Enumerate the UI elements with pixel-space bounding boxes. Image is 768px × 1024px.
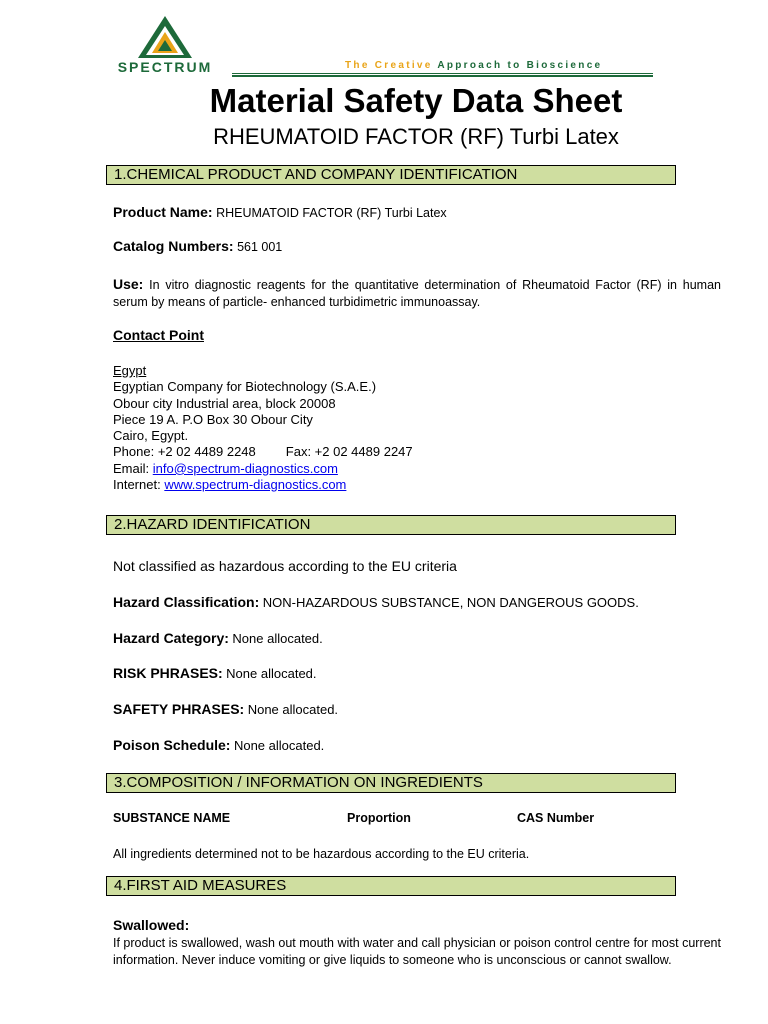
section-4-header: 4.FIRST AID MEASURES [106, 876, 676, 896]
safety-phrases-label: SAFETY PHRASES: [113, 701, 245, 717]
contact-internet-line [113, 477, 721, 493]
product-name-value: RHEUMATOID FACTOR (RF) Turbi Latex [216, 206, 447, 220]
use-value: In vitro diagnostic reagents for the quantitative determination of Rheumatoid Factor (RF) in human serum by means of particle- enhanced turbidimetric immunoassay. [113, 278, 721, 309]
contact-heading: Contact Point [113, 327, 204, 343]
tagline-part1: The Creative [345, 60, 433, 71]
risk-phrases-label: RISK PHRASES: [113, 665, 223, 681]
tagline [345, 60, 602, 71]
catalog-line [113, 238, 721, 256]
use-label: Use: [113, 276, 144, 292]
col-cas-number: CAS Number [517, 811, 595, 825]
product-name-line [113, 204, 721, 222]
contact-phone-fax [113, 444, 721, 460]
contact-country: Egypt [113, 363, 147, 378]
poison-schedule-value: None allocated. [233, 738, 325, 753]
col-proportion: Proportion [347, 811, 411, 825]
document-title: Material Safety Data Sheet [209, 82, 623, 119]
hazard-classification-line [113, 594, 721, 612]
hazard-category-value: None allocated. [232, 631, 323, 646]
safety-phrases-value: None allocated. [247, 702, 339, 717]
hazard-category-label: Hazard Category: [113, 630, 229, 646]
hazard-classification-label: Hazard Classification: [113, 594, 260, 610]
hazard-classification-value: NON-HAZARDOUS SUBSTANCE, NON DANGEROUS GOODS. [262, 595, 639, 610]
website-link[interactable]: www.spectrum-diagnostics.com [164, 477, 347, 493]
poison-schedule-label: Poison Schedule: [113, 737, 231, 753]
hazard-category-line [113, 630, 721, 648]
section-1-header: 1.CHEMICAL PRODUCT AND COMPANY IDENTIFICATION [106, 165, 676, 185]
logo-wordmark: SPECTRUM [117, 59, 213, 75]
email-link[interactable]: info@spectrum-diagnostics.com [152, 460, 338, 476]
poison-schedule-line [113, 737, 721, 755]
contact-email-line [113, 461, 721, 477]
tagline-part2: Approach to Bioscience [437, 60, 603, 71]
safety-phrases-line [113, 701, 721, 719]
triangle-mountain-logo-icon [112, 14, 218, 60]
internet-label: Internet: [113, 477, 161, 493]
col-substance-name: SUBSTANCE NAME [113, 811, 231, 825]
swallowed-text: If product is swallowed, wash out mouth with water and call physician or poison control centre for most current information. Never induce vomiting or give liquids to someone who is unconscious or cannot swallow. [113, 936, 721, 967]
product-name-label: Product Name: [113, 204, 213, 220]
contact-address [113, 363, 721, 493]
catalog-value: 561 001 [237, 240, 283, 254]
contact-address-3: Cairo, Egypt. [113, 428, 189, 444]
contact-company: Egyptian Company for Biotechnology (S.A.E.) [113, 379, 377, 395]
composition-note: All ingredients determined not to be hazardous according to the EU criteria. [113, 847, 530, 861]
contact-address-1: Obour city Industrial area, block 20008 [113, 395, 336, 411]
risk-phrases-line [113, 665, 721, 683]
contact-address-2: Piece 19 A. P.O Box 30 Obour City [113, 411, 313, 427]
contact-heading-wrap [113, 327, 721, 345]
header-rule [232, 73, 653, 77]
use-paragraph [113, 276, 721, 310]
email-label: Email: [113, 460, 150, 476]
contact-fax: Fax: +2 02 4489 2247 [285, 444, 413, 460]
risk-phrases-value: None allocated. [226, 666, 317, 681]
swallowed-heading-wrap [113, 917, 721, 935]
section-3-header: 3.COMPOSITION / INFORMATION ON INGREDIENTS [106, 773, 676, 793]
spectrum-logo [112, 14, 218, 76]
contact-phone: Phone: +2 02 4489 2248 [113, 444, 256, 460]
hazard-intro: Not classified as hazardous according to the EU criteria [113, 558, 457, 574]
swallowed-label: Swallowed: [113, 917, 190, 933]
catalog-label: Catalog Numbers: [113, 238, 234, 254]
document-subtitle: RHEUMATOID FACTOR (RF) Turbi Latex [213, 124, 619, 149]
section-2-header: 2.HAZARD IDENTIFICATION [106, 515, 676, 535]
